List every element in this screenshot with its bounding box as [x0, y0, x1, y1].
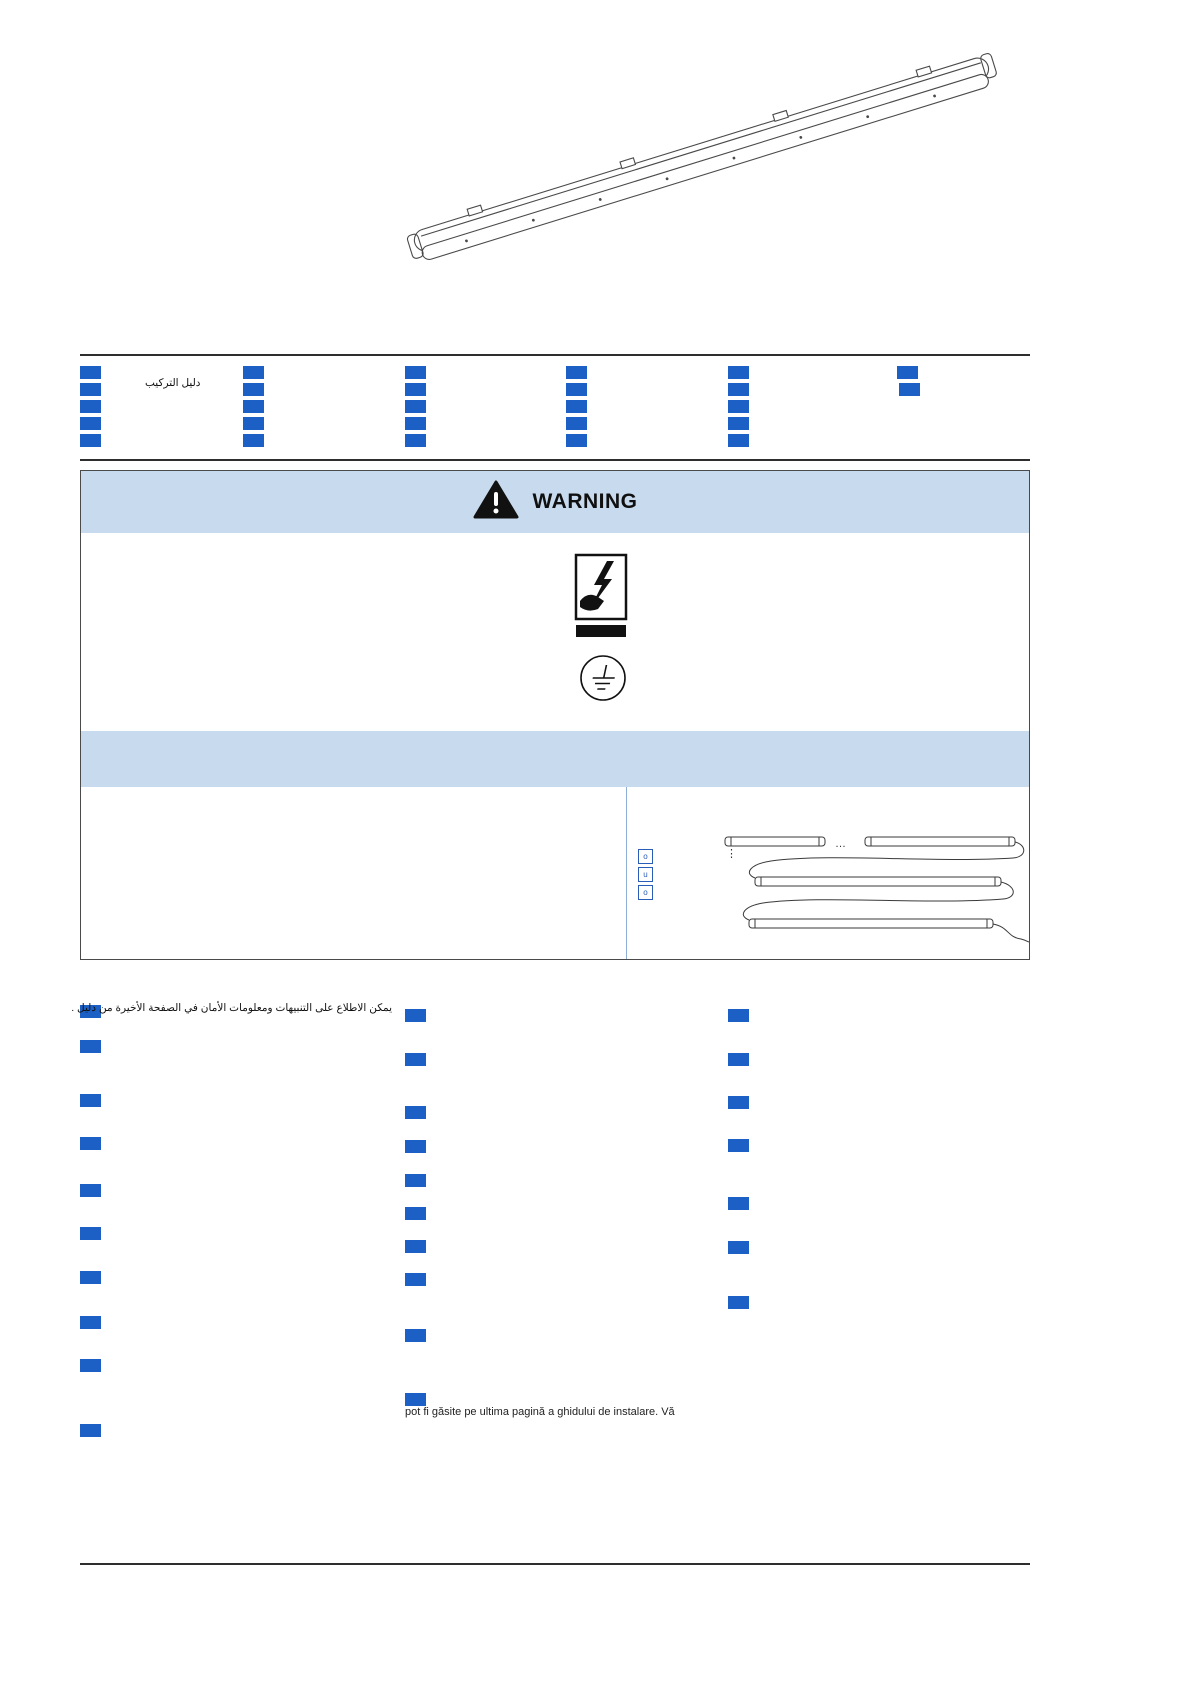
note-marker — [728, 1096, 749, 1109]
note-marker — [728, 1139, 749, 1152]
note-marker — [728, 1296, 749, 1309]
connector-mark-label: u — [643, 870, 648, 879]
section-band — [81, 731, 1029, 787]
language-code-box — [80, 383, 101, 396]
divider-top — [80, 354, 1030, 356]
warning-box — [80, 470, 1030, 960]
connector-mark-box — [638, 885, 653, 900]
language-code-box — [243, 417, 264, 430]
vertical-ellipsis: ⋮ — [726, 848, 737, 860]
note-marker — [80, 1424, 101, 1437]
language-code-box — [728, 400, 749, 413]
language-code-box — [80, 400, 101, 413]
language-code-box — [728, 383, 749, 396]
language-code-box — [80, 366, 101, 379]
warning-title: WARNING — [532, 490, 638, 513]
language-code-box — [566, 417, 587, 430]
language-code-box — [728, 366, 749, 379]
divider-bottom — [80, 1563, 1030, 1565]
language-code-box — [243, 400, 264, 413]
note-marker — [80, 1137, 101, 1150]
luminaire-line-drawing — [395, 48, 1015, 283]
electric-shock-hazard-icon — [574, 553, 628, 644]
note-marker — [80, 1271, 101, 1284]
language-code-box — [405, 383, 426, 396]
note-marker — [405, 1106, 426, 1119]
language-code-box — [899, 383, 920, 396]
warning-triangle-icon — [473, 480, 519, 525]
language-code-box — [566, 434, 587, 447]
language-code-box — [566, 383, 587, 396]
connector-marks — [638, 849, 653, 903]
language-code-box — [405, 434, 426, 447]
note-marker — [405, 1009, 426, 1022]
continuation-ellipsis: … — [835, 838, 846, 850]
language-code-box — [405, 366, 426, 379]
arabic-safety-note: يمكن الاطلاع على التنبيهات ومعلومات الأمان في الصفحة الأخيرة من دليل . — [71, 1002, 392, 1014]
language-code-box — [243, 383, 264, 396]
daisy-chain-wiring-diagram — [709, 827, 1029, 964]
connector-mark-box — [638, 867, 653, 882]
language-code-box — [728, 417, 749, 430]
note-marker — [80, 1316, 101, 1329]
note-marker — [405, 1053, 426, 1066]
language-code-box — [728, 434, 749, 447]
warning-header-band — [81, 471, 1029, 533]
language-code-box — [243, 434, 264, 447]
protective-earth-icon — [578, 653, 628, 708]
luminaire-drawing-svg — [395, 48, 1015, 283]
divider-mid — [80, 459, 1030, 461]
note-marker — [405, 1174, 426, 1187]
note-marker — [80, 1227, 101, 1240]
connector-mark-box — [638, 849, 653, 864]
note-marker — [80, 1359, 101, 1372]
language-code-box — [566, 400, 587, 413]
note-marker — [728, 1009, 749, 1022]
note-marker — [728, 1241, 749, 1254]
language-code-box — [566, 366, 587, 379]
note-marker — [80, 1184, 101, 1197]
note-marker — [405, 1273, 426, 1286]
note-marker — [728, 1197, 749, 1210]
note-marker — [405, 1240, 426, 1253]
language-code-box — [243, 366, 264, 379]
language-code-box — [80, 417, 101, 430]
arabic-guide-label: دليل التركيب — [145, 377, 201, 389]
column-divider — [626, 787, 627, 959]
language-code-box — [80, 434, 101, 447]
romanian-safety-note: pot fi găsite pe ultima pagină a ghidului de instalare. Vă — [405, 1406, 675, 1418]
connector-mark-label: o — [643, 888, 648, 897]
note-marker — [405, 1207, 426, 1220]
note-marker — [405, 1140, 426, 1153]
language-code-box — [405, 400, 426, 413]
note-marker — [405, 1329, 426, 1342]
language-code-box — [897, 366, 918, 379]
note-marker — [80, 1040, 101, 1053]
note-marker — [405, 1393, 426, 1406]
connector-mark-label: o — [643, 852, 648, 861]
note-marker — [80, 1094, 101, 1107]
language-code-box — [405, 417, 426, 430]
note-marker — [728, 1053, 749, 1066]
